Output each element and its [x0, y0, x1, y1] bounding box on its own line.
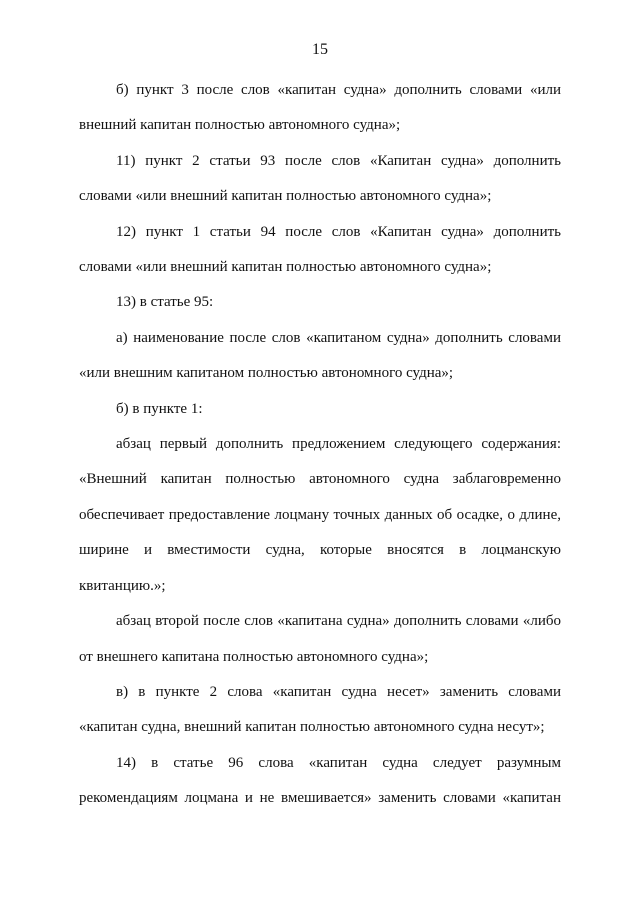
- text-line: б) пункт 3 после слов «капитан судна» дополнить словами «или: [116, 82, 561, 98]
- paragraph-b-item-3: [79, 73, 561, 144]
- paragraph-first-abzac: [79, 427, 561, 604]
- paragraph-item-12: [79, 215, 561, 286]
- text-line: 11) пункт 2 статьи 93 после слов «Капитан судна» дополнить: [116, 152, 561, 169]
- text-line: абзац второй после слов «капитана судна» дополнить словами «либо: [116, 613, 561, 630]
- text-line: 12) пункт 1 статьи 94 после слов «Капитан судна» дополнить: [116, 223, 561, 240]
- paragraph-a-name: [79, 321, 561, 392]
- text-line: словами «или внешний капитан полностью автономного судна»;: [79, 188, 492, 205]
- text-line: а) наименование после слов «капитаном судна» дополнить словами: [116, 329, 561, 346]
- paragraph-b-item-1: [79, 392, 561, 427]
- text-line: б) в пункте 1:: [116, 400, 203, 417]
- text-line: 13) в статье 95:: [116, 294, 214, 311]
- paragraph-second-abzac: [79, 604, 561, 675]
- paragraph-item-11: [79, 144, 561, 215]
- text-line: ширине и вместимости судна, которые вносятся в лоцманскую: [79, 542, 561, 559]
- text-line: абзац первый дополнить предложением следующего содержания:: [116, 436, 561, 453]
- text-line: внешний капитан полностью автономного судна»;: [79, 117, 401, 134]
- paragraph-v-item-2: [79, 675, 561, 746]
- text-line: в) в пункте 2 слова «капитан судна несет» заменить словами: [116, 683, 561, 700]
- text-line: обеспечивает предоставление лоцману точных данных об осадке, о длине,: [79, 506, 561, 523]
- text-line: «или внешним капитаном полностью автономного судна»;: [79, 365, 454, 382]
- text-line: «Внешний капитан полностью автономного судна заблаговременно: [79, 471, 561, 488]
- paragraph-item-13: [79, 285, 561, 320]
- text-line: словами «или внешний капитан полностью автономного судна»;: [79, 259, 492, 276]
- paragraph-item-14: [79, 746, 561, 817]
- text-line: «капитан судна, внешний капитан полностью автономного судна несут»;: [79, 719, 545, 736]
- text-line: от внешнего капитана полностью автономного судна»;: [79, 648, 429, 665]
- text-line: 14) в статье 96 слова «капитан судна следует разумным: [116, 754, 561, 771]
- document-body: [79, 73, 561, 817]
- page-number: 15: [312, 41, 328, 58]
- text-line: рекомендациям лоцмана и не вмешивается» заменить словами «капитан: [79, 790, 561, 807]
- text-line: квитанцию.»;: [79, 577, 166, 594]
